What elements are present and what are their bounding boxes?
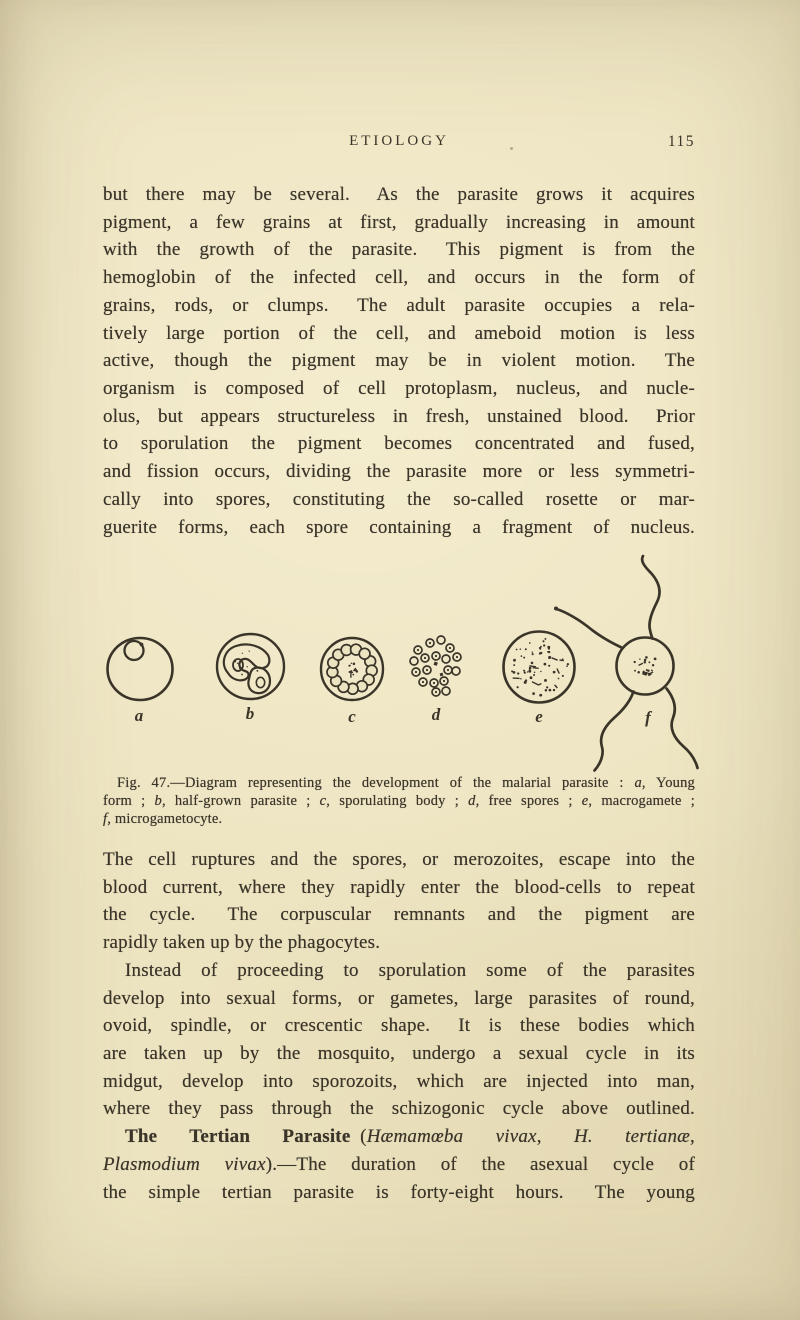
page-number: 115 xyxy=(667,133,695,150)
text-line: the cycle. The corpuscular remnants and the pigment are xyxy=(103,904,695,926)
paragraph-top xyxy=(103,181,695,541)
figure-stage-c xyxy=(321,638,383,700)
text-line: Fig. 47.—Diagram representing the development of the malarial parasite : a, Young xyxy=(117,775,695,791)
figure-labels xyxy=(135,704,653,727)
text-line: Plasmodium vivax).—The duration of the asexual cycle of xyxy=(103,1153,695,1175)
text-line: olus, but appears structureless in fresh, unstained blood. Prior xyxy=(103,405,695,427)
text-line: rapidly taken up by the phagocytes. xyxy=(103,932,381,954)
figure-label-c: c xyxy=(348,707,356,726)
text-line: f, microgametocyte. xyxy=(103,810,223,827)
text-line: to sporulation the pigment becomes concentrated and fused, xyxy=(103,433,695,455)
text-line: form ; b, half-grown parasite ; c, sporulating body ; d, free spores ; e, macrogamete ; xyxy=(103,792,695,809)
figure-label-b: b xyxy=(245,704,255,723)
text-line: grains, rods, or clumps. The adult parasite occupies a rela- xyxy=(103,294,695,316)
text-line: cally into spores, constituting the so-called rosette or mar- xyxy=(103,488,695,510)
text-line: Instead of proceeding to sporulation some of the parasites xyxy=(125,959,695,981)
figure-stage-d xyxy=(410,636,461,696)
text-line: with the growth of the parasite. This pigment is from the xyxy=(103,239,695,261)
text-line: active, though the pigment may be in violent motion. The xyxy=(103,350,695,372)
figure-label-e: e xyxy=(535,707,543,726)
paragraph-bottom xyxy=(103,846,695,1206)
figure-stage-b xyxy=(217,634,284,699)
text-line: but there may be several. As the parasite grows it acquires xyxy=(103,184,695,205)
text-line: midgut, develop into sporozoits, which are injected into man, xyxy=(103,1070,695,1092)
text-line: the simple tertian parasite is forty-eight hours. The young xyxy=(103,1181,695,1203)
fig47-diagram xyxy=(88,545,748,790)
text-line: hemoglobin of the infected cell, and occurs in the form of xyxy=(103,267,695,289)
figure-stage-e xyxy=(504,632,575,703)
figure-stage-a xyxy=(108,638,173,700)
text-line: The Tertian Parasite (Hæmamœba vivax, H. tertianæ, xyxy=(125,1126,695,1148)
text-line: organism is composed of cell protoplasm, nucleus, and nucle- xyxy=(103,378,695,400)
text-line: and fission occurs, dividing the parasite more or less symmetri- xyxy=(103,461,695,483)
text-line: tively large portion of the cell, and ameboid motion is less xyxy=(103,322,695,344)
figure-label-a: a xyxy=(134,706,144,725)
text-line: are taken up by the mosquito, undergo a sexual cycle in its xyxy=(103,1043,695,1065)
text-line: The cell ruptures and the spores, or merozoites, escape into the xyxy=(103,849,695,870)
text-line: ovoid, spindle, or crescentic shape. It is these bodies which xyxy=(103,1015,695,1037)
figure-label-f: f xyxy=(645,708,651,727)
page-title: ETIOLOGY xyxy=(349,133,449,149)
figure-label-d: d xyxy=(431,705,441,724)
text-line: develop into sexual forms, or gametes, large parasites of round, xyxy=(103,987,695,1009)
text-line: pigment, a few grains at first, gradually increasing in amount xyxy=(103,211,695,233)
text-line: guerite forms, each spore containing a fragment of nucleus. xyxy=(103,516,695,538)
text-line: blood current, where they rapidly enter the blood-cells to repeat xyxy=(103,876,695,898)
text-line: where they pass through the schizogonic cycle above outlined. xyxy=(103,1098,695,1120)
